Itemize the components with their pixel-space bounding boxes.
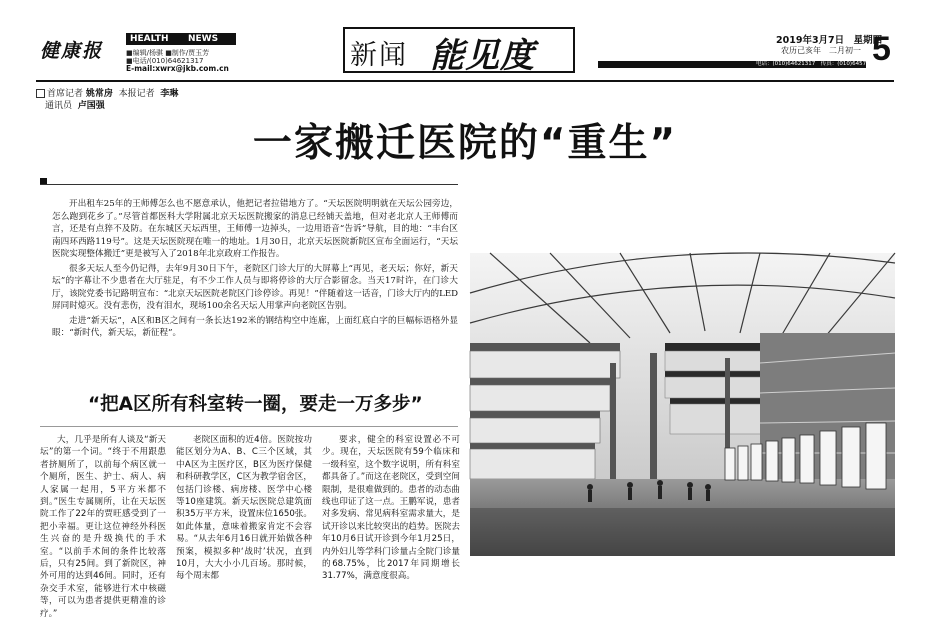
staff-phone-line: ■电话/(010)64621317 <box>126 57 204 65</box>
lunar-date: 农历己亥年 二月初一 <box>781 46 861 55</box>
masthead-rule <box>36 80 894 82</box>
column-logo-visibility: 能见度 <box>430 36 535 76</box>
health-tag: HEALTH <box>126 33 200 45</box>
article-headline: 一家搬迁医院的“重生” <box>252 121 678 166</box>
issue-date: 2019年3月7日 星期四 <box>776 35 883 46</box>
body-column-3 <box>322 434 460 582</box>
body-column-2 <box>176 434 312 582</box>
section-subheading: “把A区所有科室转一圈，要走一万多步” <box>88 394 423 415</box>
credit-name: 卢国强 <box>77 101 105 111</box>
news-tag: NEWS <box>184 33 236 45</box>
credits-line-2 <box>45 98 105 111</box>
article-intro <box>52 198 458 342</box>
credit-name: 姚常房 <box>85 89 113 99</box>
credit-label: 通讯员 <box>45 101 73 111</box>
body-paragraph: 老院区面积的近4倍。医院按功能区划分为A、B、C三个区域，其中A区为主医疗区，B区为医疗保健和科研教学区，C区为教学宿舍区，包括门诊楼、病房楼、医学中心楼等10座建筑。新天坛医院总建筑面积35万平方米，设置床位1650张。如此体量，意味着搬家肯定不会容易。“从去年6月16日就开始做各种预案，模拟多种‘战时’状况，直到10月，大大小小几百场。那时候，每个周末都 <box>176 435 312 582</box>
body-paragraph: 要求，健全的科室设置必不可少。现在，天坛医院有59个临床和一级科室，这个数字说明，所有科室都具备了。”而这在老院区，受到空间限制，是很难做到的。患者的动态曲线也印证了这一点。王鹏军说，患者对多发病、常见病科室需求量大，是试开诊以来比较突出的趋势。医院去年10月6日试开诊到今年1月25日，内外妇儿等学科门诊量占全院门诊量的68.75%，比2017年同期增长31.77%，满意度很高。 <box>322 435 460 582</box>
body-column-1 <box>40 434 166 619</box>
checkbox-icon <box>36 89 45 98</box>
credit-label: 本报记者 <box>118 89 155 99</box>
atrium-illustration <box>470 253 895 556</box>
page-number: 5 <box>872 30 891 68</box>
credit-name: 李琳 <box>160 89 179 99</box>
staff-line: ■编辑/杨骐 ■制作/贾玉芳 <box>126 49 210 57</box>
newspaper-brand: 健康报 <box>40 40 104 62</box>
subheading-rule <box>40 426 458 427</box>
email-line: E-mail:xwrx@jkb.com.cn <box>126 64 229 73</box>
hospital-atrium-photo <box>470 253 895 556</box>
column-logo-news: 新闻 <box>350 40 408 71</box>
intro-paragraph: 很多天坛人至今仍记得，去年9月30日下午，老院区门诊大厅的大屏幕上“再见，老天坛；你好，新天坛”的字幕让不少患者在大厅驻足，有不少工作人员与即将停诊的大厅合影留念。当天17时许，在门诊大厅，该院党委书记路明宣布：“北京天坛医院老院区门诊停诊。再见！”伴随着这一话音，门诊大厅内的LED屏同时熄灭。没有悲伤，没有泪水，现场100余名天坛人用掌声向老院区告别。 <box>52 263 458 311</box>
credit-label: 首席记者 <box>47 89 84 99</box>
body-paragraph: 大，几乎是所有人谈及“新天坛”的第一个词。“终于不用跟患者挤厕所了，以前每个病区就一个厕所，医生、护士、病人、病人家属一起用，5平方米都不到。”医生专属厕所，让在天坛医院工作了22年的贾旺感受到了一把小幸福。更让这位神经外科医生兴奋的是升级换代的手术室。“以前手术间的条件比较落后，只有25间。到了新院区，神外可用的达到46间。同时，还有杂交手术室，能够进行术中核磁等，可以为患者提供更精准的诊疗。” <box>40 435 166 619</box>
intro-paragraph: 走进“新天坛”，A区和B区之间有一条长达192米的钢结构空中连廊，上面红底白字的巨幅标语格外显眼：“新时代，新天坛，新征程”。 <box>52 315 458 338</box>
intro-rule <box>40 184 458 185</box>
intro-paragraph: 开出租车25年的王师傅怎么也不愿意承认，他把记者拉错地方了。“天坛医院明明就在天坛公园旁边，怎么跑到花乡了。”尽管首都医科大学附属北京天坛医院搬家的消息已经铺天盖地，但对老北京人王师傅而言，还是有点猝不及防。在东城区天坛西里，王师傅一边掉头，一边用语音“告诉”导航，目的地：“丰台区南四环西路119号”。这是天坛医院现在唯一的地址。1月30日，北京天坛医院新院区宣布全面运行，“天坛医院实现整体搬迁”更是被写入了2018年北京政府工作报告。 <box>52 199 458 259</box>
phone-bar: 电话：(010)64621317 传真：(010)64570947 <box>598 61 866 68</box>
